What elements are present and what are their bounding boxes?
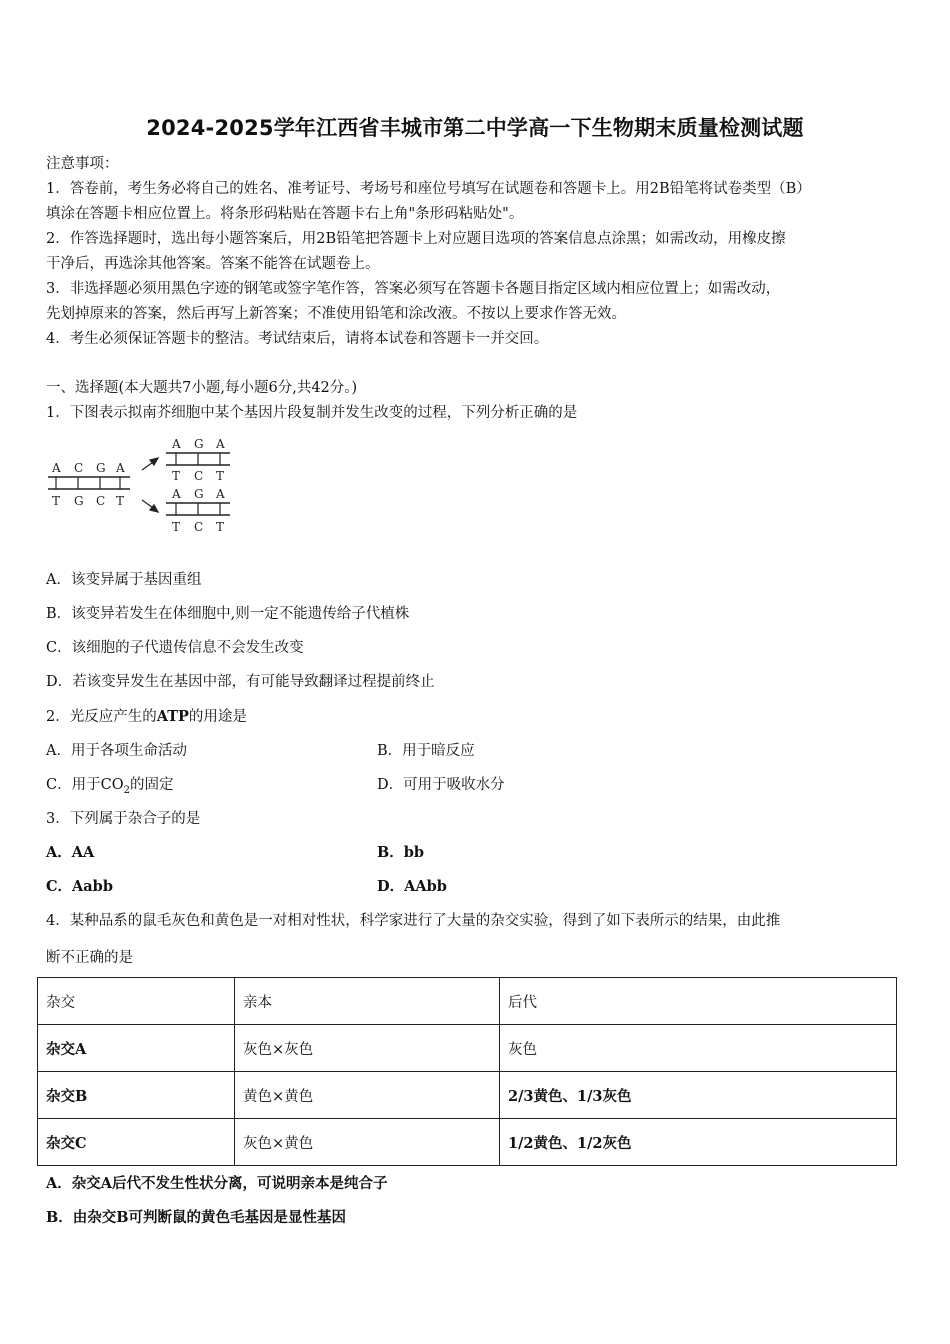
base-label: A xyxy=(52,461,61,475)
left-strand xyxy=(48,461,130,508)
table-cell: 杂交B xyxy=(38,1072,235,1119)
base-label: T xyxy=(172,469,181,483)
notice-line: 1．答卷前，考生务必将自己的姓名、准考证号、考场号和座位号填写在试题卷和答题卡上。用2B铅笔将试卷类型（B） xyxy=(46,181,811,197)
question-2-option-a: A．用于各项生命活动 xyxy=(46,743,187,759)
base-label: G xyxy=(194,437,204,451)
question-1-option-a: A．该变异属于基因重组 xyxy=(46,572,202,588)
notice-line: 2．作答选择题时，选出每小题答案后，用2B铅笔把答题卡上对应题目选项的答案信息点涂黑；如需改动，用橡皮擦 xyxy=(46,231,786,247)
table-cell: 灰色×黄色 xyxy=(235,1119,500,1166)
formula-subscript: 2 xyxy=(123,784,130,796)
base-label: C xyxy=(194,520,204,534)
notice-line: 先划掉原来的答案，然后再写上新答案；不准使用铅笔和涂改液。不按以上要求作答无效。 xyxy=(46,306,626,322)
table-cell: 黄色×黄色 xyxy=(235,1072,500,1119)
arrow-icon xyxy=(142,500,158,512)
question-3-option-a: A．AA xyxy=(46,844,95,861)
table-cell: 杂交A xyxy=(38,1025,235,1072)
table-header-cell: 亲本 xyxy=(235,978,500,1025)
arrow-icon xyxy=(142,458,158,470)
base-label: T xyxy=(116,494,125,508)
stem-text: 的用途是 xyxy=(188,709,247,725)
table-cell: 灰色 xyxy=(500,1025,897,1072)
lower-strand xyxy=(166,487,230,534)
question-3-stem: 3．下列属于杂合子的是 xyxy=(46,811,201,827)
base-label: A xyxy=(172,487,181,501)
question-3-option-c: C．Aabb xyxy=(46,878,113,895)
base-label: T xyxy=(216,520,225,534)
base-label: G xyxy=(194,487,204,501)
question-1-option-c: C．该细胞的子代遗传信息不会发生改变 xyxy=(46,640,304,656)
notice-line: 填涂在答题卡相应位置上。将条形码粘贴在答题卡右上角"条形码粘贴处"。 xyxy=(46,206,524,222)
table-cell: 杂交C xyxy=(38,1119,235,1166)
option-text: C．用于 xyxy=(46,777,101,793)
question-2-stem xyxy=(46,705,247,726)
base-label: T xyxy=(216,469,225,483)
base-label: C xyxy=(96,494,106,508)
question-4-stem-cont: 断不正确的是 xyxy=(46,950,133,966)
table-header-row xyxy=(38,978,897,1025)
table-header-cell: 杂交 xyxy=(38,978,235,1025)
table-cell: 2/3黄色、1/3灰色 xyxy=(500,1072,897,1119)
question-2-option-d: D．可用于吸收水分 xyxy=(377,777,505,793)
cross-results-table xyxy=(37,977,897,1166)
notice-line: 4．考生必须保证答题卡的整洁。考试结束后，请将本试卷和答题卡一并交回。 xyxy=(46,331,549,347)
base-label: A xyxy=(116,461,125,475)
formula-text: CO xyxy=(100,777,124,793)
notice-heading: 注意事项： xyxy=(46,156,119,172)
table-cell: 灰色×灰色 xyxy=(235,1025,500,1072)
base-label: A xyxy=(216,437,225,451)
table-row xyxy=(38,1025,897,1072)
table-header-cell: 后代 xyxy=(500,978,897,1025)
question-2-option-b: B．用于暗反应 xyxy=(377,743,475,759)
question-4-stem: 4．某种品系的鼠毛灰色和黄色是一对相对性状，科学家进行了大量的杂交实验，得到了如下表所示的结果，由此推 xyxy=(46,913,781,929)
option-text: 的固定 xyxy=(129,777,174,793)
base-label: A xyxy=(172,437,181,451)
base-label: C xyxy=(194,469,204,483)
table-cell: 1/2黄色、1/2灰色 xyxy=(500,1119,897,1166)
stem-text: 2．光反应产生的 xyxy=(46,709,157,725)
question-4-option-a: A．杂交A后代不发生性状分离，可说明亲本是纯合子 xyxy=(46,1175,388,1192)
base-label: T xyxy=(52,494,61,508)
base-label: A xyxy=(216,487,225,501)
base-label: T xyxy=(172,520,181,534)
section-heading: 一、选择题(本大题共7小题,每小题6分,共42分。) xyxy=(46,380,358,396)
page-title: 2024-2025学年江西省丰城市第二中学高一下生物期末质量检测试题 xyxy=(146,116,804,140)
notice-line: 3．非选择题必须用黑色字迹的钢笔或签字笔作答，答案必须写在答题卡各题目指定区域内相应位置上；如需改动， xyxy=(46,281,781,297)
co2-formula xyxy=(100,777,130,796)
question-4-option-b: B．由杂交B可判断鼠的黄色毛基因是显性基因 xyxy=(46,1209,347,1226)
notice-line: 干净后，再选涂其他答案。答案不能答在试题卷上。 xyxy=(46,256,380,272)
base-label: G xyxy=(74,494,84,508)
question-1-option-b: B．该变异若发生在体细胞中,则一定不能遗传给子代植株 xyxy=(46,606,410,622)
dna-replication-figure xyxy=(46,432,246,538)
question-3-option-d: D．AAbb xyxy=(377,878,447,895)
question-3-option-b: B．bb xyxy=(377,844,425,861)
question-1-option-d: D．若该变异发生在基因中部，有可能导致翻译过程提前终止 xyxy=(46,674,435,690)
upper-strand xyxy=(166,437,230,483)
base-label: C xyxy=(74,461,84,475)
stem-atp: ATP xyxy=(156,708,189,725)
question-2-option-c xyxy=(46,773,173,796)
table-row xyxy=(38,1072,897,1119)
table-row xyxy=(38,1119,897,1166)
base-label: G xyxy=(96,461,106,475)
question-1-stem: 1．下图表示拟南芥细胞中某个基因片段复制并发生改变的过程，下列分析正确的是 xyxy=(46,405,578,421)
